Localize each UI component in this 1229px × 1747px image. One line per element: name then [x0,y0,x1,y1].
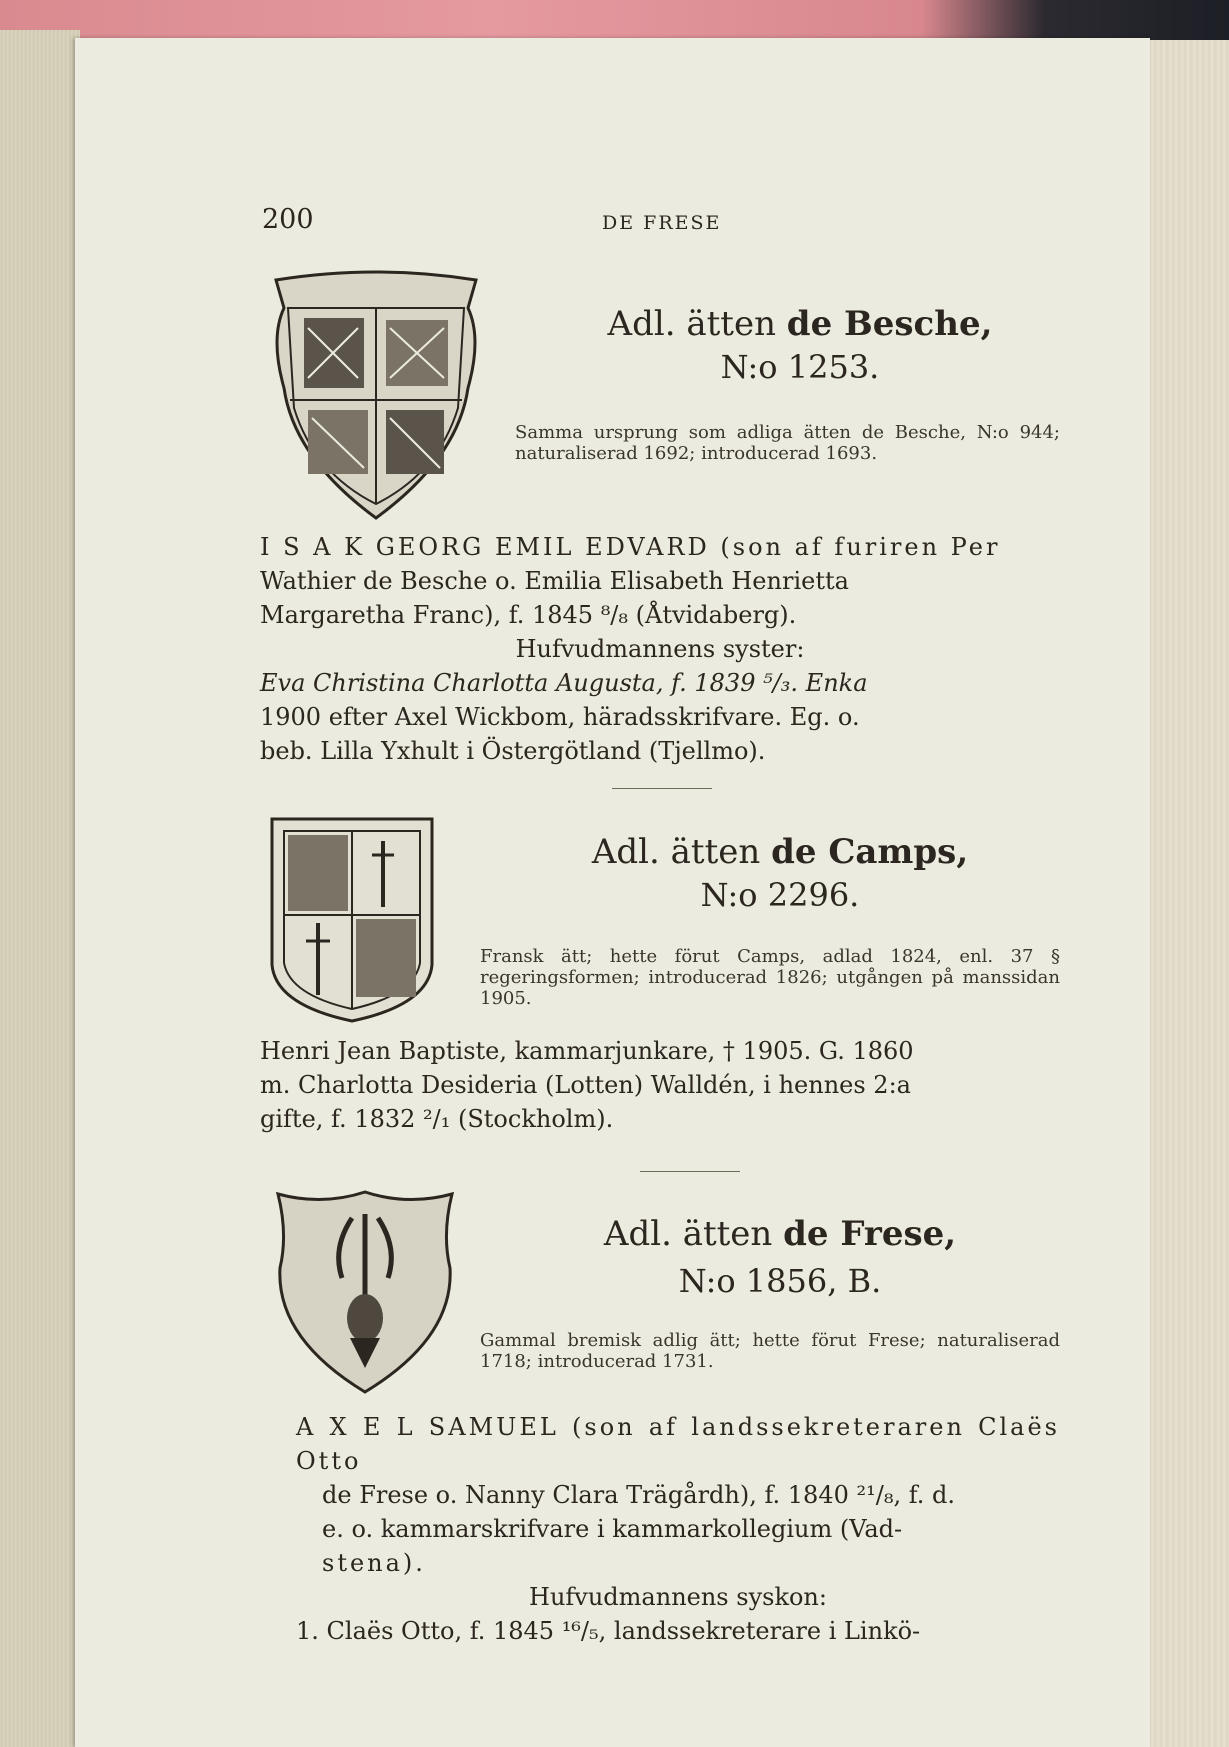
section-divider [612,788,712,789]
left-page-stack [0,30,80,1747]
section-number-frese: N:o 1856, B. [678,1262,882,1300]
body-line: e. o. kammarskrifvare i kammarkollegium (Vad- [322,1515,903,1543]
title-prefix: Adl. ätten [591,832,761,872]
body-line: beb. Lilla Yxhult i Östergötland (Tjellmo). [260,737,766,765]
body-line: I S A K GEORG EMIL EDVARD (son af furiren Per [260,533,1001,561]
body-line: Eva Christina Charlotta Augusta, f. 1839 ⁵/₃. Enka [260,669,868,697]
family-name: de Camps, [771,832,969,872]
section-body-camps [260,1034,1060,1136]
body-line: gifte, f. 1832 ²/₁ (Stockholm). [260,1105,614,1133]
section-number-camps: N:o 2296. [700,876,860,914]
body-line: Hufvudmannens syster: [515,635,805,663]
coat-of-arms-besche-icon [268,268,484,522]
top-page-edge [0,0,1229,40]
section-divider [640,1171,740,1172]
section-title-besche [590,304,1010,345]
section-intro-besche: Samma ursprung som adliga ätten de Besche, N:o 944; naturaliserad 1692; introducerad 1693. [515,422,1060,464]
family-name: de Besche, [786,304,993,344]
body-line: stena). [322,1549,426,1577]
body-line: A X E L SAMUEL (son af landssekreteraren Claës Otto [296,1413,1060,1475]
section-body-frese [296,1410,1060,1648]
body-line: Hufvudmannens syskon: [529,1583,827,1611]
body-line: Henri Jean Baptiste, kammarjunkare, † 1905. G. 1860 [260,1037,914,1065]
body-line: 1. Claës Otto, f. 1845 ¹⁶/₅, landssekreterare i Linkö- [296,1617,921,1645]
body-line: Wathier de Besche o. Emilia Elisabeth Henrietta [260,567,849,595]
page-number: 200 [262,204,314,235]
section-title-camps [570,832,990,873]
section-intro-frese: Gammal bremisk adlig ätt; hette förut Frese; naturaliserad 1718; introducerad 1731. [480,1330,1060,1372]
family-name: de Frese, [783,1214,957,1254]
body-line: 1900 efter Axel Wickbom, häradsskrifvare. Eg. o. [260,703,860,731]
title-prefix: Adl. ätten [603,1214,773,1254]
section-body-besche [260,530,1060,768]
body-line: m. Charlotta Desideria (Lotten) Walldén, i hennes 2:a [260,1071,911,1099]
section-title-frese [580,1214,980,1255]
section-intro-camps: Fransk ätt; hette förut Camps, adlad 1824, enl. 37 § regeringsformen; introducerad 1826; utgången på manssidan 1905. [480,946,1060,1009]
coat-of-arms-camps-icon [268,815,436,1025]
section-number-besche: N:o 1253. [720,348,880,386]
title-prefix: Adl. ätten [607,304,776,344]
right-page-stack [1140,40,1229,1747]
body-line: Margaretha Franc), f. 1845 ⁸/₈ (Åtvidaberg). [260,601,797,629]
running-title: DE FRESE [602,212,722,234]
body-line: de Frese o. Nanny Clara Trägårdh), f. 1840 ²¹/₈, f. d. [322,1481,955,1509]
coat-of-arms-frese-icon [272,1188,458,1396]
